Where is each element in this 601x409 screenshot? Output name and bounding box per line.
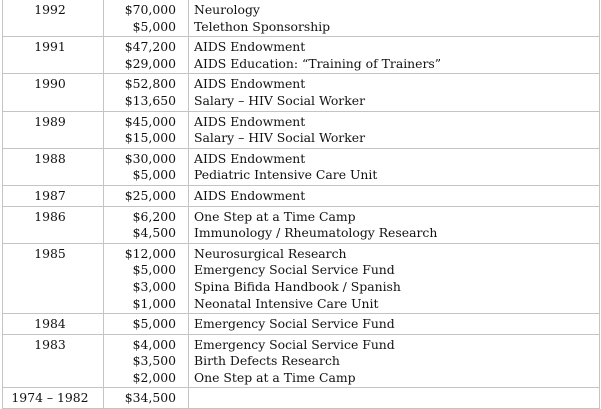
purposes-cell [189, 74, 600, 111]
year-label: 1986 [34, 208, 66, 224]
amounts-cell [104, 111, 189, 148]
amounts-cell [104, 148, 189, 185]
year-label: 1988 [34, 150, 66, 166]
table-row [3, 74, 600, 111]
purposes-cell [189, 185, 600, 206]
year-cell [3, 37, 104, 74]
year-label: 1991 [34, 39, 66, 55]
year-cell [3, 185, 104, 206]
amount-value: $4,000 [132, 336, 176, 352]
purpose-text: AIDS Endowment [194, 150, 306, 166]
purpose-text: Salary – HIV Social Worker [194, 92, 365, 108]
amount-value: $12,000 [124, 245, 176, 261]
amounts-cell [104, 206, 189, 243]
table-row [3, 148, 600, 185]
amount-value: $1,000 [132, 295, 176, 311]
amount-value: $3,500 [132, 353, 176, 369]
amounts-cell [104, 37, 189, 74]
year-label: 1990 [34, 76, 66, 92]
amount-value: $29,000 [124, 55, 176, 71]
amount-value: $52,800 [124, 76, 176, 92]
year-cell [3, 334, 104, 388]
purposes-cell [189, 206, 600, 243]
amounts-cell [104, 388, 189, 409]
amount-value: $4,500 [132, 225, 176, 241]
table-row [3, 185, 600, 206]
table-row [3, 388, 600, 409]
amount-value: $70,000 [124, 2, 176, 17]
table-row [3, 314, 600, 335]
amounts-cell [104, 0, 189, 37]
year-label: 1974 – 1982 [11, 390, 89, 406]
table-row [3, 206, 600, 243]
amount-value: $47,200 [124, 39, 176, 55]
purpose-text: AIDS Endowment [194, 187, 306, 203]
purpose-text: Emergency Social Service Fund [194, 316, 395, 332]
year-cell [3, 243, 104, 313]
amount-value: $13,650 [124, 92, 176, 108]
year-label: 1989 [34, 113, 66, 129]
amount-value: $2,000 [132, 369, 176, 385]
purposes-cell [189, 111, 600, 148]
purposes-cell [189, 37, 600, 74]
amounts-cell [104, 243, 189, 313]
table-row [3, 334, 600, 388]
purpose-text: Neonatal Intensive Care Unit [194, 295, 379, 311]
purpose-text: Emergency Social Service Fund [194, 262, 395, 278]
year-cell [3, 0, 104, 37]
purpose-text: AIDS Endowment [194, 39, 306, 55]
purpose-text: Salary – HIV Social Worker [194, 130, 365, 146]
table-row [3, 37, 600, 74]
table-row [3, 243, 600, 313]
purpose-text: Emergency Social Service Fund [194, 336, 395, 352]
year-cell [3, 206, 104, 243]
amount-value: $15,000 [124, 130, 176, 146]
purpose-text: Immunology / Rheumatology Research [194, 225, 438, 241]
purpose-text: Neurosurgical Research [194, 245, 347, 261]
purposes-cell [189, 314, 600, 335]
table-row [3, 111, 600, 148]
amounts-cell [104, 185, 189, 206]
amount-value: $45,000 [124, 113, 176, 129]
amounts-cell [104, 334, 189, 388]
purpose-text: One Step at a Time Camp [194, 208, 356, 224]
amount-value: $34,500 [124, 390, 176, 406]
amount-value: $3,000 [132, 278, 176, 294]
purposes-cell [189, 334, 600, 388]
amounts-cell [104, 314, 189, 335]
amount-value: $5,000 [132, 262, 176, 278]
purposes-cell [189, 0, 600, 37]
purpose-text: Spina Bifida Handbook / Spanish [194, 278, 401, 294]
purposes-cell [189, 148, 600, 185]
amount-value: $5,000 [132, 316, 176, 332]
year-cell [3, 314, 104, 335]
purpose-text: Birth Defects Research [194, 353, 340, 369]
amount-value: $30,000 [124, 150, 176, 166]
table-row [3, 0, 600, 37]
purpose-text: Neurology [194, 2, 260, 17]
amount-value: $6,200 [132, 208, 176, 224]
purpose-text: Pediatric Intensive Care Unit [194, 167, 378, 183]
amount-value: $5,000 [132, 18, 176, 34]
year-cell [3, 148, 104, 185]
purpose-text: AIDS Endowment [194, 76, 306, 92]
year-label: 1984 [34, 316, 66, 332]
year-label: 1983 [34, 336, 66, 352]
amount-value: $25,000 [124, 187, 176, 203]
year-cell [3, 388, 104, 409]
year-label: 1987 [34, 187, 66, 203]
purposes-cell [189, 388, 600, 409]
purpose-text: One Step at a Time Camp [194, 369, 356, 385]
year-cell [3, 74, 104, 111]
purpose-text: Telethon Sponsorship [194, 18, 331, 34]
amount-value: $5,000 [132, 167, 176, 183]
purposes-cell [189, 243, 600, 313]
year-label: 1985 [34, 245, 66, 261]
grants-table-body [3, 0, 600, 409]
purpose-text: AIDS Education: “Training of Trainers” [194, 55, 442, 71]
grants-table [2, 0, 600, 409]
year-label: 1992 [34, 2, 66, 17]
year-cell [3, 111, 104, 148]
amounts-cell [104, 74, 189, 111]
purpose-text: AIDS Endowment [194, 113, 306, 129]
